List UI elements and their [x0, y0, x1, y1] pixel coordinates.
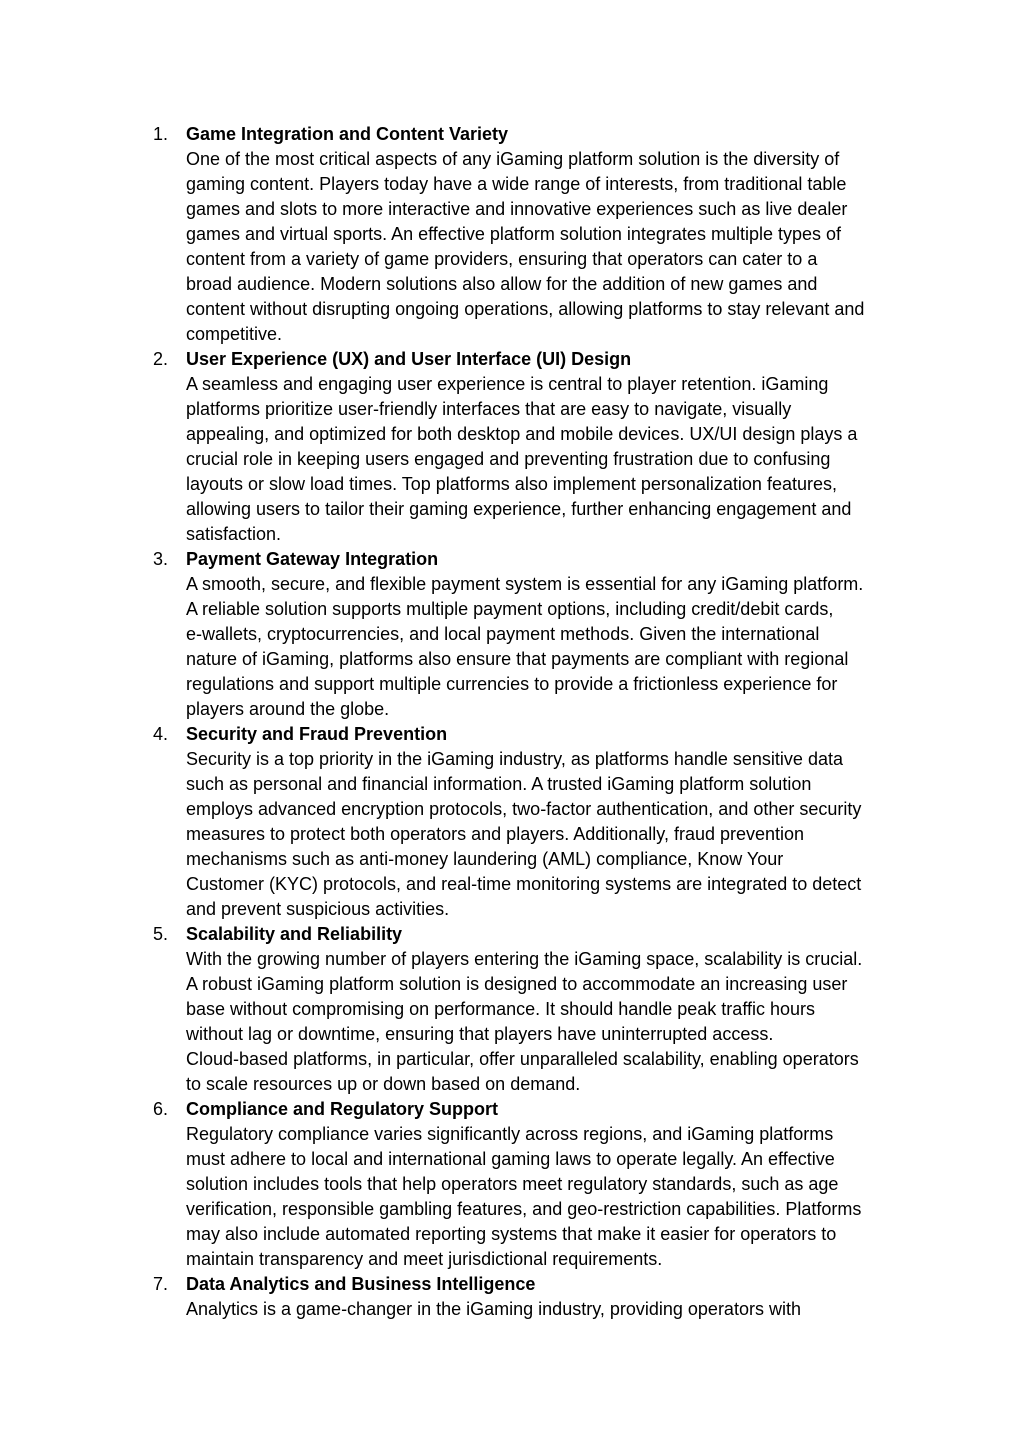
numbered-list: [0, 122, 1024, 1322]
list-item-heading: User Experience (UX) and User Interface (UI) Design: [186, 349, 632, 369]
list-item: [0, 122, 1024, 347]
list-item-number: 2.: [153, 349, 169, 369]
list-item: [0, 1097, 1024, 1272]
list-item-body: One of the most critical aspects of any iGaming platform solution is the diversity of gaming content. Players today have a wide range of interests, from traditional table games and slots to more interactive and innovative experiences such as live dealer games and virtual sports. An effective platform solution integrates multiple types of content from a variety of game providers, ensuring that operators can cater to a broad audience. Modern solutions also allow for the addition of new games and content without disrupting ongoing operations, allowing platforms to stay relevant and competitive.: [186, 149, 865, 344]
list-item: [0, 1272, 1024, 1322]
list-item-heading: Game Integration and Content Variety: [186, 124, 509, 144]
list-item-number: 7.: [153, 1274, 169, 1294]
list-item-heading: Scalability and Reliability: [186, 924, 403, 944]
list-item-number: 4.: [153, 724, 169, 744]
list-item-body: With the growing number of players entering the iGaming space, scalability is crucial. A robust iGaming platform solution is designed to accommodate an increasing user base without compromising on performance. It should handle peak traffic hours without lag or downtime, ensuring that players have uninterrupted access. Cloud-based platforms, in particular, offer unparalleled scalability, enabling operators to scale resources up or down based on demand.: [186, 949, 863, 1094]
list-item-heading: Security and Fraud Prevention: [186, 724, 448, 744]
list-item-body: Security is a top priority in the iGaming industry, as platforms handle sensitive data such as personal and financial information. A trusted iGaming platform solution employs advanced encryption protocols, two-factor authentication, and other security measures to protect both operators and players. Additionally, fraud prevention mechanisms such as anti-money laundering (AML) compliance, Know Your Customer (KYC) protocols, and real-time monitoring systems are integrated to detect and prevent suspicious activities.: [186, 749, 862, 919]
list-item: [0, 922, 1024, 1097]
list-item-body: Regulatory compliance varies significantly across regions, and iGaming platforms must adhere to local and international gaming laws to operate legally. An effective solution includes tools that help operators meet regulatory standards, such as age verification, responsible gambling features, and geo-restriction capabilities. Platforms may also include automated reporting systems that make it easier for operators to maintain transparency and meet jurisdictional requirements.: [186, 1124, 862, 1269]
list-item-heading: Data Analytics and Business Intelligence: [186, 1274, 536, 1294]
list-item-heading: Compliance and Regulatory Support: [186, 1099, 499, 1119]
list-item-body: A seamless and engaging user experience is central to player retention. iGaming platforms prioritize user-friendly interfaces that are easy to navigate, visually appealing, and optimized for both desktop and mobile devices. UX/UI design plays a crucial role in keeping users engaged and preventing frustration due to confusing layouts or slow load times. Top platforms also implement personalization features, allowing users to tailor their gaming experience, further enhancing engagement and satisfaction.: [186, 374, 858, 544]
list-item-body: Analytics is a game-changer in the iGaming industry, providing operators with: [186, 1299, 801, 1319]
list-item-number: 5.: [153, 924, 169, 944]
list-item-number: 3.: [153, 549, 169, 569]
list-item-heading: Payment Gateway Integration: [186, 549, 439, 569]
list-item-body: A smooth, secure, and flexible payment system is essential for any iGaming platform. A reliable solution supports multiple payment options, including credit/debit cards, e-wallets, cryptocurrencies, and local payment methods. Given the international nature of iGaming, platforms also ensure that payments are compliant with regional regulations and support multiple currencies to provide a frictionless experience for players around the globe.: [186, 574, 864, 719]
list-item: [0, 547, 1024, 722]
list-item: [0, 347, 1024, 547]
document-page: [0, 122, 1024, 1322]
list-item-number: 1.: [153, 124, 169, 144]
list-item: [0, 722, 1024, 922]
list-item-number: 6.: [153, 1099, 169, 1119]
